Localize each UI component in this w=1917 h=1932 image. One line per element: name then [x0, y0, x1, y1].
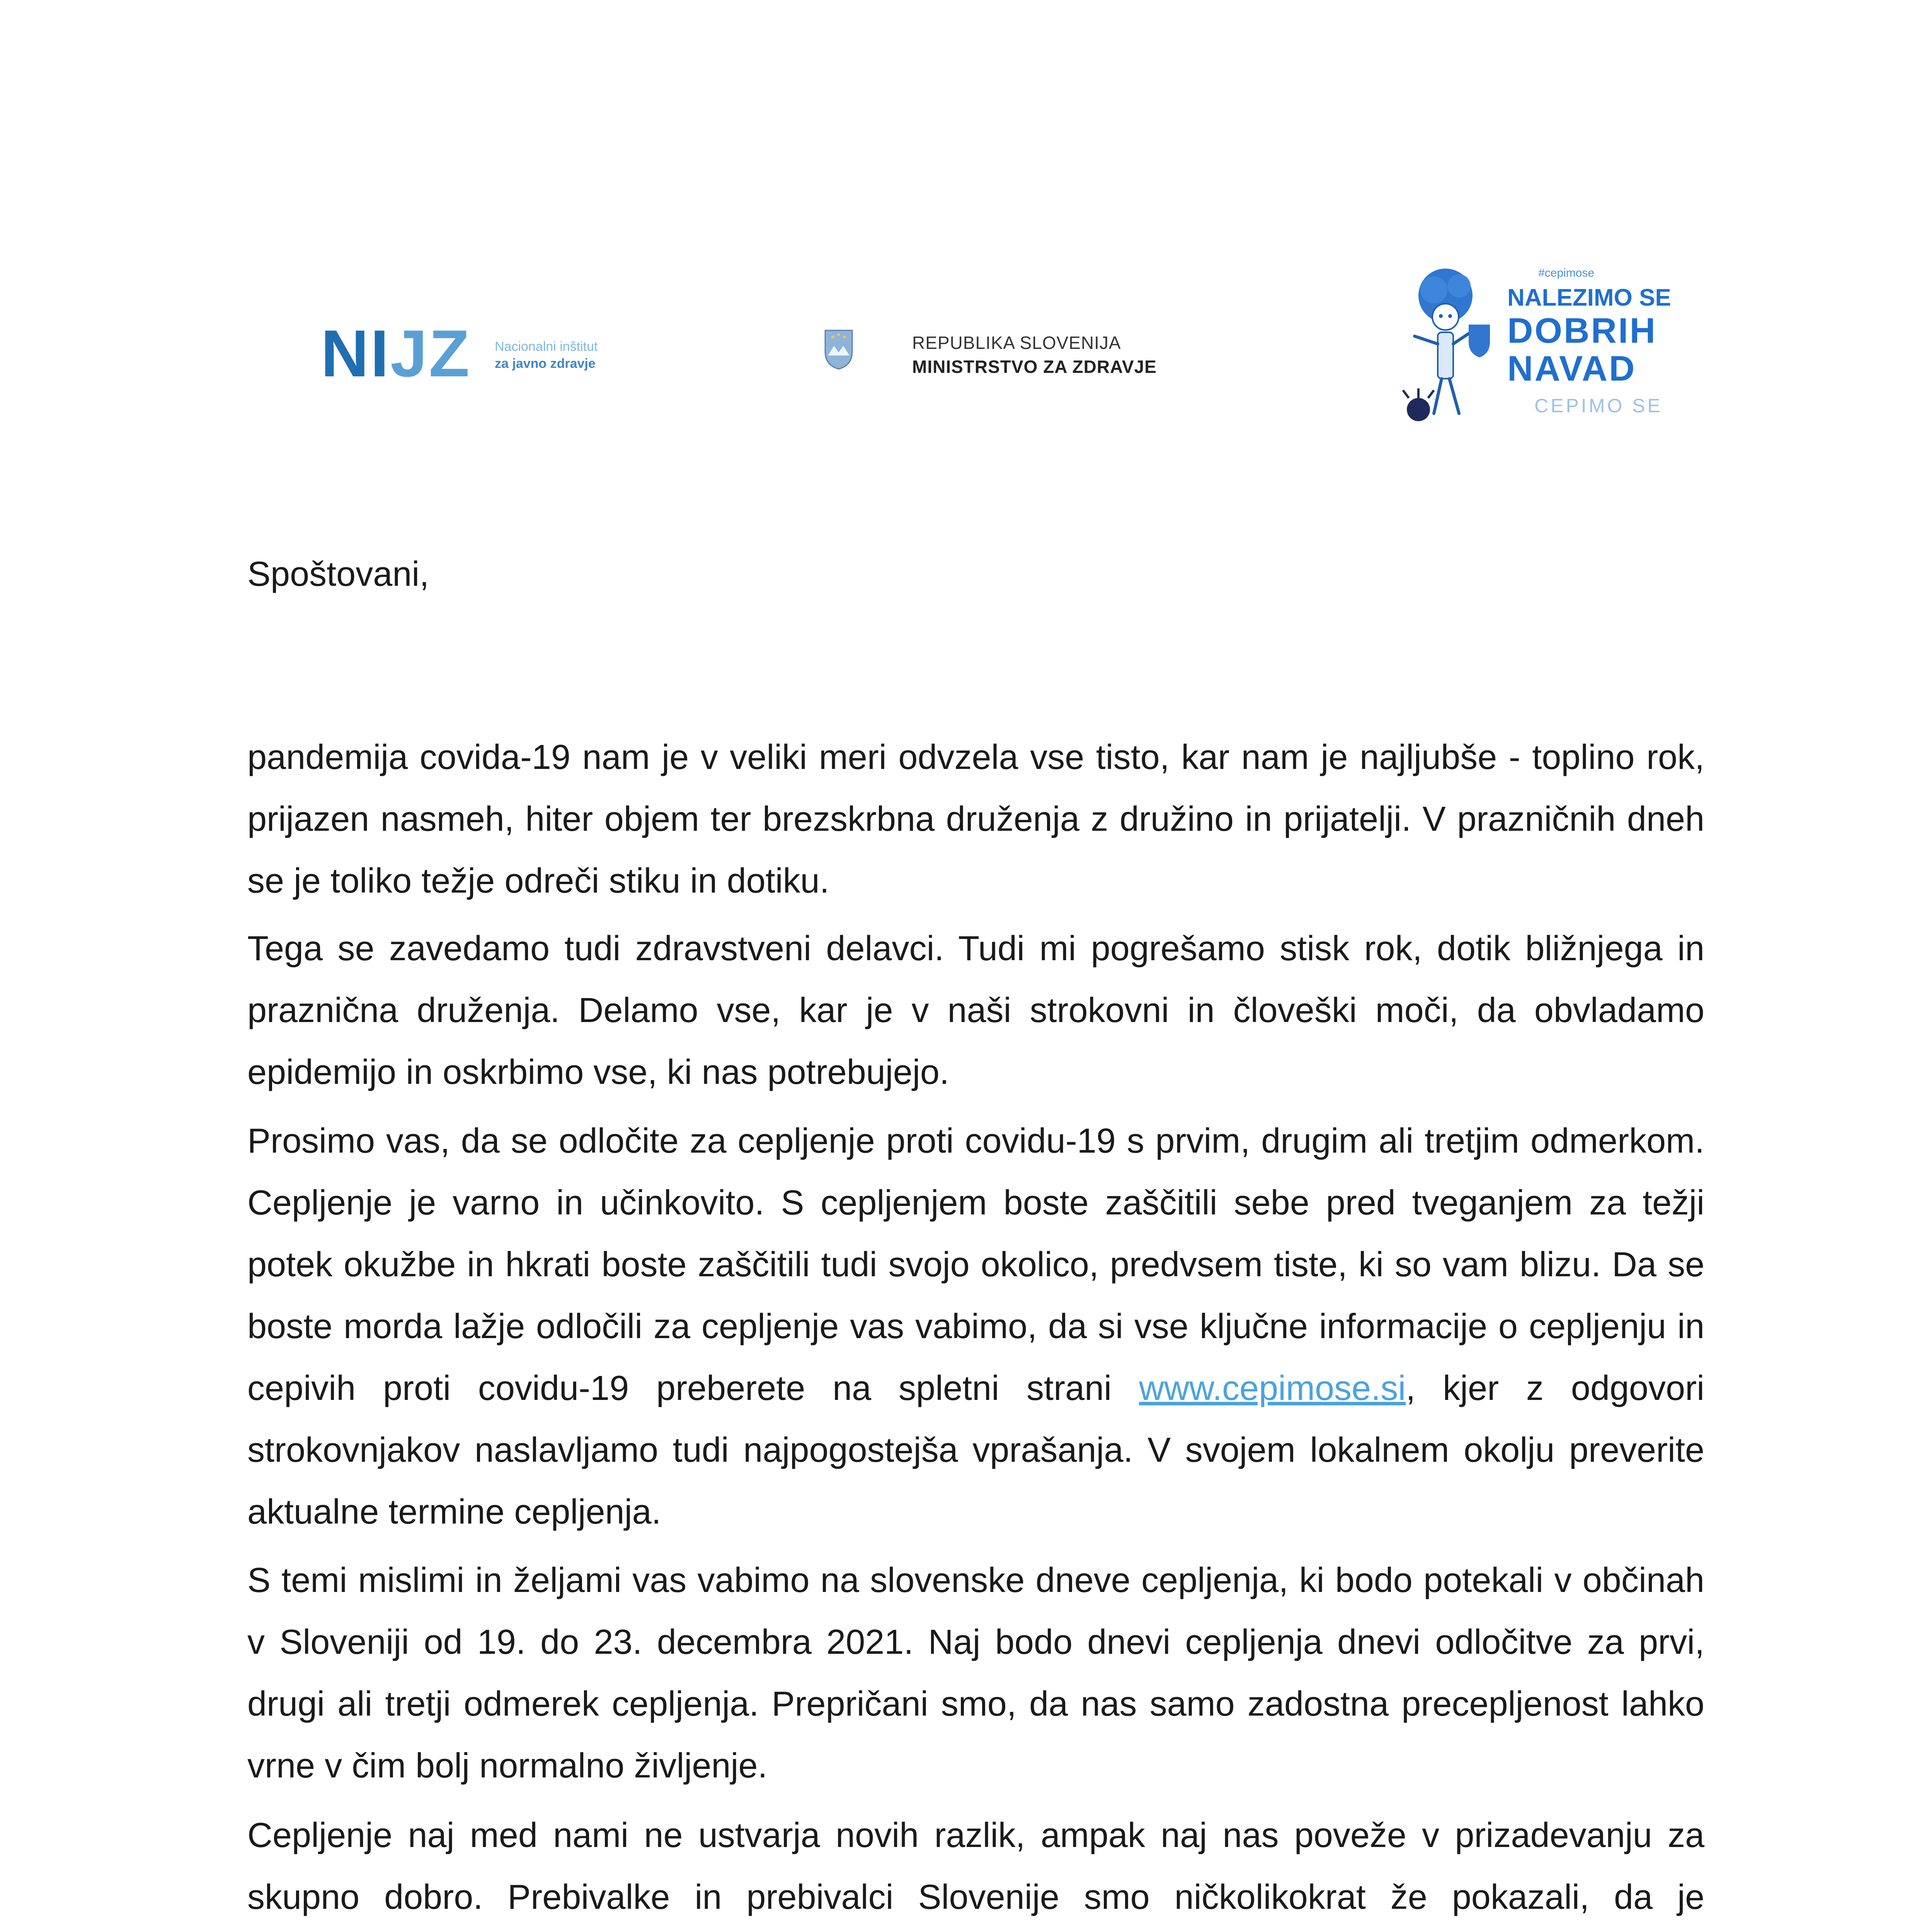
salutation: Spoštovani, [247, 555, 429, 594]
cepimose-link[interactable]: www.cepimose.si [1139, 1369, 1406, 1408]
ministry-line-1: REPUBLIKA SLOVENIJA [912, 333, 1121, 353]
nijz-logo-mark [321, 315, 471, 392]
paragraph-4: S temi mislimi in željami vas vabimo na slovenske dneve cepljenja, ki bodo potekali v občinah v Sloveniji od 19. do 23. decembra 2021. Naj bodo dnevi cepljenja dnevi odločitve za prvi, drugi ali tretji odmerek cepljenja. Prepričani smo, da nas samo zadostna precepljenost lahko vrne v čim bolj normalno življenje. [247, 1561, 1704, 1785]
paragraph-3-text-a: Prosimo vas, da se odločite za cepljenje proti covidu-19 s prvim, drugim ali tretjim odmerkom. Cepljenje je varno in učinkovito. S cepljenjem boste zaščitili sebe pred tveganjem za težji potek okužbe in hkrati boste zaščitili tudi svojo okolico, predvsem tiste, ki so vam blizu. Da se boste morda lažje odločili za cepljenje vas vabimo, da si vse ključne informacije o cepljenju in cepivih proti covidu-19 preberete na spletni strani [247, 1122, 1704, 1408]
campaign-line-1: NALEZIMO SE [1507, 284, 1671, 311]
paragraph-2: Tega se zavedamo tudi zdravstveni delavci. Tudi mi pogrešamo stisk rok, dotik bližnjega in praznična druženja. Delamo vse, kar je v naši strokovni in človeški moči, da obvladamo epidemijo in oskrbimo vse, ki nas potrebujejo. [247, 929, 1704, 1092]
paragraph-5: Cepljenje naj med nami ne ustvarja novih razlik, ampak naj nas poveže v prizadevanju za skupno dobro. Prebivalke in prebivalci Slovenije smo ničkolikokrat že pokazali, da je [247, 1816, 1704, 1917]
slovenia-crest-icon [823, 328, 854, 371]
campaign-line-4: CEPIMO SE [1534, 395, 1663, 417]
nijz-tagline-bottom: za javno zdravje [495, 356, 596, 371]
ministry-line-2: MINISTRSTVO ZA ZDRAVJE [912, 357, 1157, 377]
child-mascot-icon [1391, 259, 1507, 440]
paragraph-3 [247, 1110, 1704, 1543]
paragraph-3-text-b: , kjer z odgovori strokovnjakov naslavljamo tudi najpogostejša vprašanja. V svojem lokalnem okolju preverite aktualne termine cepljenja. [247, 1369, 1704, 1531]
nijz-tagline-top: Nacionalni inštitut [495, 339, 598, 354]
ministry-logo [823, 325, 1171, 390]
nijz-letters-b: JZ [390, 316, 471, 391]
paragraph-1: pandemija covida-19 nam je v veliki meri odvzela vse tisto, kar nam je najljubše - toplino rok, prijazen nasmeh, hiter objem ter brezskrbna druženja z družino in prijatelji. V prazničnih dneh se je toliko težje odreči stiku in dotiku. [247, 738, 1704, 900]
campaign-hashtag: #cepimose [1538, 267, 1595, 279]
nijz-letters-a: NI [321, 316, 390, 391]
campaign-line-2: DOBRIH [1507, 311, 1657, 350]
nijz-logo [321, 315, 615, 392]
campaign-logo [1391, 259, 1685, 440]
campaign-line-3: NAVAD [1507, 349, 1636, 388]
